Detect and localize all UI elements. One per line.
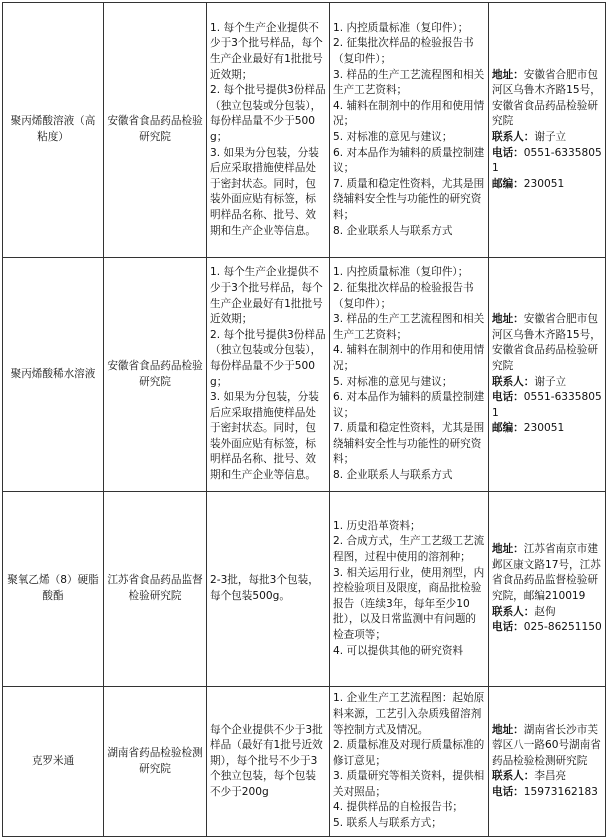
phone-label: 电话：: [492, 146, 524, 159]
address-label: 地址：: [492, 68, 524, 81]
postcode-value: 230051: [523, 177, 565, 190]
table-row: [3, 492, 606, 687]
material-item: 1. 企业生产工艺流程图：起始原料来源，工艺引入杂质残留溶剂等控制方式及情况。: [333, 692, 485, 736]
material-item: 6. 对本品作为辅料的质量控制建议；: [333, 391, 485, 419]
material-item: 8. 企业联系人与联系方式: [333, 469, 453, 482]
material-item: 2. 质量标准及对现行质量标准的修订意见；: [333, 739, 485, 767]
postcode-label: 邮编：: [492, 422, 524, 435]
address-label: 地址：: [492, 543, 524, 556]
product-name: 聚丙烯酸溶液（高粘度）: [3, 3, 104, 258]
required-materials: [330, 492, 489, 687]
material-item: 1. 内控质量标准（复印件）；: [333, 266, 469, 279]
address-value: 江苏省南京市建邺区康文路17号，江苏省食品药品监督检验研究院，邮编210019: [492, 543, 601, 602]
material-item: 2. 征集批次样品的检验报告书（复印件）；: [333, 37, 474, 66]
product-name: 克罗米通: [3, 687, 104, 837]
requirement-item: 2. 每个批号提供3份样品（独立包装或分包装），每份样品量不少于500 g；: [210, 328, 326, 388]
contact-person-value: 李昌亮: [534, 770, 567, 783]
contact-person-value: 谢子立: [534, 131, 567, 143]
sample-requirements: [207, 492, 330, 687]
table-row: [3, 687, 606, 837]
material-item: 3. 相关运用行业，使用剂型，内控检验项目及限度，商品批检验报告（连续3年，每年至少10批），以及日常监测中有问题的检查项等；: [333, 566, 485, 641]
requirement-item: 2. 每个批号提供3份样品（独立包装或分包装），每份样品量不少于500g；: [210, 84, 326, 143]
material-item: 4. 辅料在制剂中的作用和使用情况；: [333, 99, 485, 128]
material-item: 4. 辅料在制剂中的作用和使用情况；: [333, 344, 485, 372]
required-materials: [330, 258, 489, 492]
material-item: 7. 质量和稳定性资料，尤其是围绕辅料安全性与功能性的研究资料；: [333, 422, 485, 466]
phone-value: 025-86251150: [523, 621, 602, 634]
material-item: 8. 企业联系人与联系方式: [333, 224, 453, 237]
material-item: 3. 样品的生产工艺流程图和相关生产工艺资料；: [333, 68, 485, 97]
requirement-item: 3. 如果为分包装，分装后应采取措施使样品处于密封状态。同时，包装外面应贴有标签，标明样品名称、批号、效期和生产企业等信息。: [210, 391, 319, 482]
product-name: 聚氧乙烯（8）硬脂酸酯: [3, 492, 104, 687]
phone-label: 电话：: [492, 785, 524, 798]
requirement-item: 1. 每个生产企业提供不少于3个批号样品，每个生产企业最好有1批批号近效期；: [210, 21, 323, 81]
sample-requirements: [207, 258, 330, 492]
phone-value: 0551-63358051: [492, 146, 602, 175]
sample-collection-table: [2, 2, 606, 837]
address-label: 地址：: [492, 723, 524, 736]
material-item: 5. 对标准的意见与建议；: [333, 375, 453, 388]
material-item: 5. 对标准的意见与建议；: [333, 131, 453, 143]
sample-requirements: [207, 3, 330, 258]
material-item: 2. 征集批次样品的检验报告书（复印件）；: [333, 281, 474, 310]
table-row: [3, 258, 606, 492]
material-item: 3. 质量研究等相关资料，提供相关对照品；: [333, 770, 485, 798]
postcode-label: 邮编：: [492, 177, 524, 190]
material-item: 1. 内控质量标准（复印件）；: [333, 21, 469, 34]
material-item: 4. 提供样品的自检报告书；: [333, 801, 464, 814]
contact-info: [489, 3, 606, 258]
postcode-value: 230051: [523, 422, 565, 435]
contact-person-value: 谢子立: [534, 375, 567, 388]
institute-name: 安徽省食品药品检验研究院: [104, 258, 207, 492]
phone-label: 电话：: [492, 391, 524, 404]
phone-value: 0551-63358051: [492, 391, 602, 419]
material-item: 3. 样品的生产工艺流程图和相关生产工艺资料；: [333, 313, 485, 341]
requirement-item: 每个企业提供不少于3批样品（最好有1批号近效期），每个批号不少于3个独立包装，每个包装不少于200g: [210, 723, 323, 798]
product-name: 聚丙烯酸稀水溶液: [3, 258, 104, 492]
required-materials: [330, 687, 489, 837]
material-item: 2. 合成方式，生产工艺级工艺流程图，过程中使用的溶剂种；: [333, 535, 485, 564]
contact-person-label: 联系人：: [492, 131, 535, 143]
requirement-item: 1. 每个生产企业提供不少于3个批号样品，每个生产企业最好有1批批号近效期；: [210, 266, 323, 326]
address-value: 安徽省合肥市包河区乌鲁木齐路15号，安徽省食品药品检验研究院: [492, 313, 601, 372]
institute-name: 湖南省药品检验检测研究院: [104, 687, 207, 837]
contact-person-value: 赵佝: [534, 605, 556, 618]
contact-info: [489, 258, 606, 492]
contact-person-label: 联系人：: [492, 770, 535, 783]
material-item: 1. 历史沿革资料；: [333, 519, 421, 532]
phone-label: 电话：: [492, 621, 524, 634]
contact-info: [489, 492, 606, 687]
contact-person-label: 联系人：: [492, 605, 535, 618]
material-item: 7. 质量和稳定性资料，尤其是围绕辅料安全性与功能性的研究资料；: [333, 177, 485, 221]
institute-name: 安徽省食品药品检验研究院: [104, 3, 207, 258]
requirement-item: 2-3批，每批3个包装，每个包装500g。: [210, 574, 319, 602]
contact-info: [489, 687, 606, 837]
address-label: 地址：: [492, 313, 524, 326]
contact-person-label: 联系人：: [492, 375, 535, 388]
table-row: [3, 3, 606, 258]
material-item: 5. 联系人与联系方式；: [333, 817, 442, 830]
sample-requirements: [207, 687, 330, 837]
address-value: 湖南省长沙市芙蓉区八一路60号湖南省药品检验检测研究院: [492, 723, 601, 767]
material-item: 4. 可以提供其他的研究资料: [333, 644, 464, 657]
requirement-item: 3. 如果为分包装，分装后应采取措施使样品处于密封状态。同时，包装外面应贴有标签，标明样品名称、批号、效期和生产企业等信息。: [210, 146, 319, 237]
institute-name: 江苏省食品药品监督检验研究院: [104, 492, 207, 687]
material-item: 6. 对本品作为辅料的质量控制建议；: [333, 146, 485, 175]
address-value: 安徽省合肥市包河区乌鲁木齐路15号，安徽省食品药品检验研究院: [492, 68, 601, 128]
phone-value: 15973162183: [523, 785, 598, 798]
required-materials: [330, 3, 489, 258]
